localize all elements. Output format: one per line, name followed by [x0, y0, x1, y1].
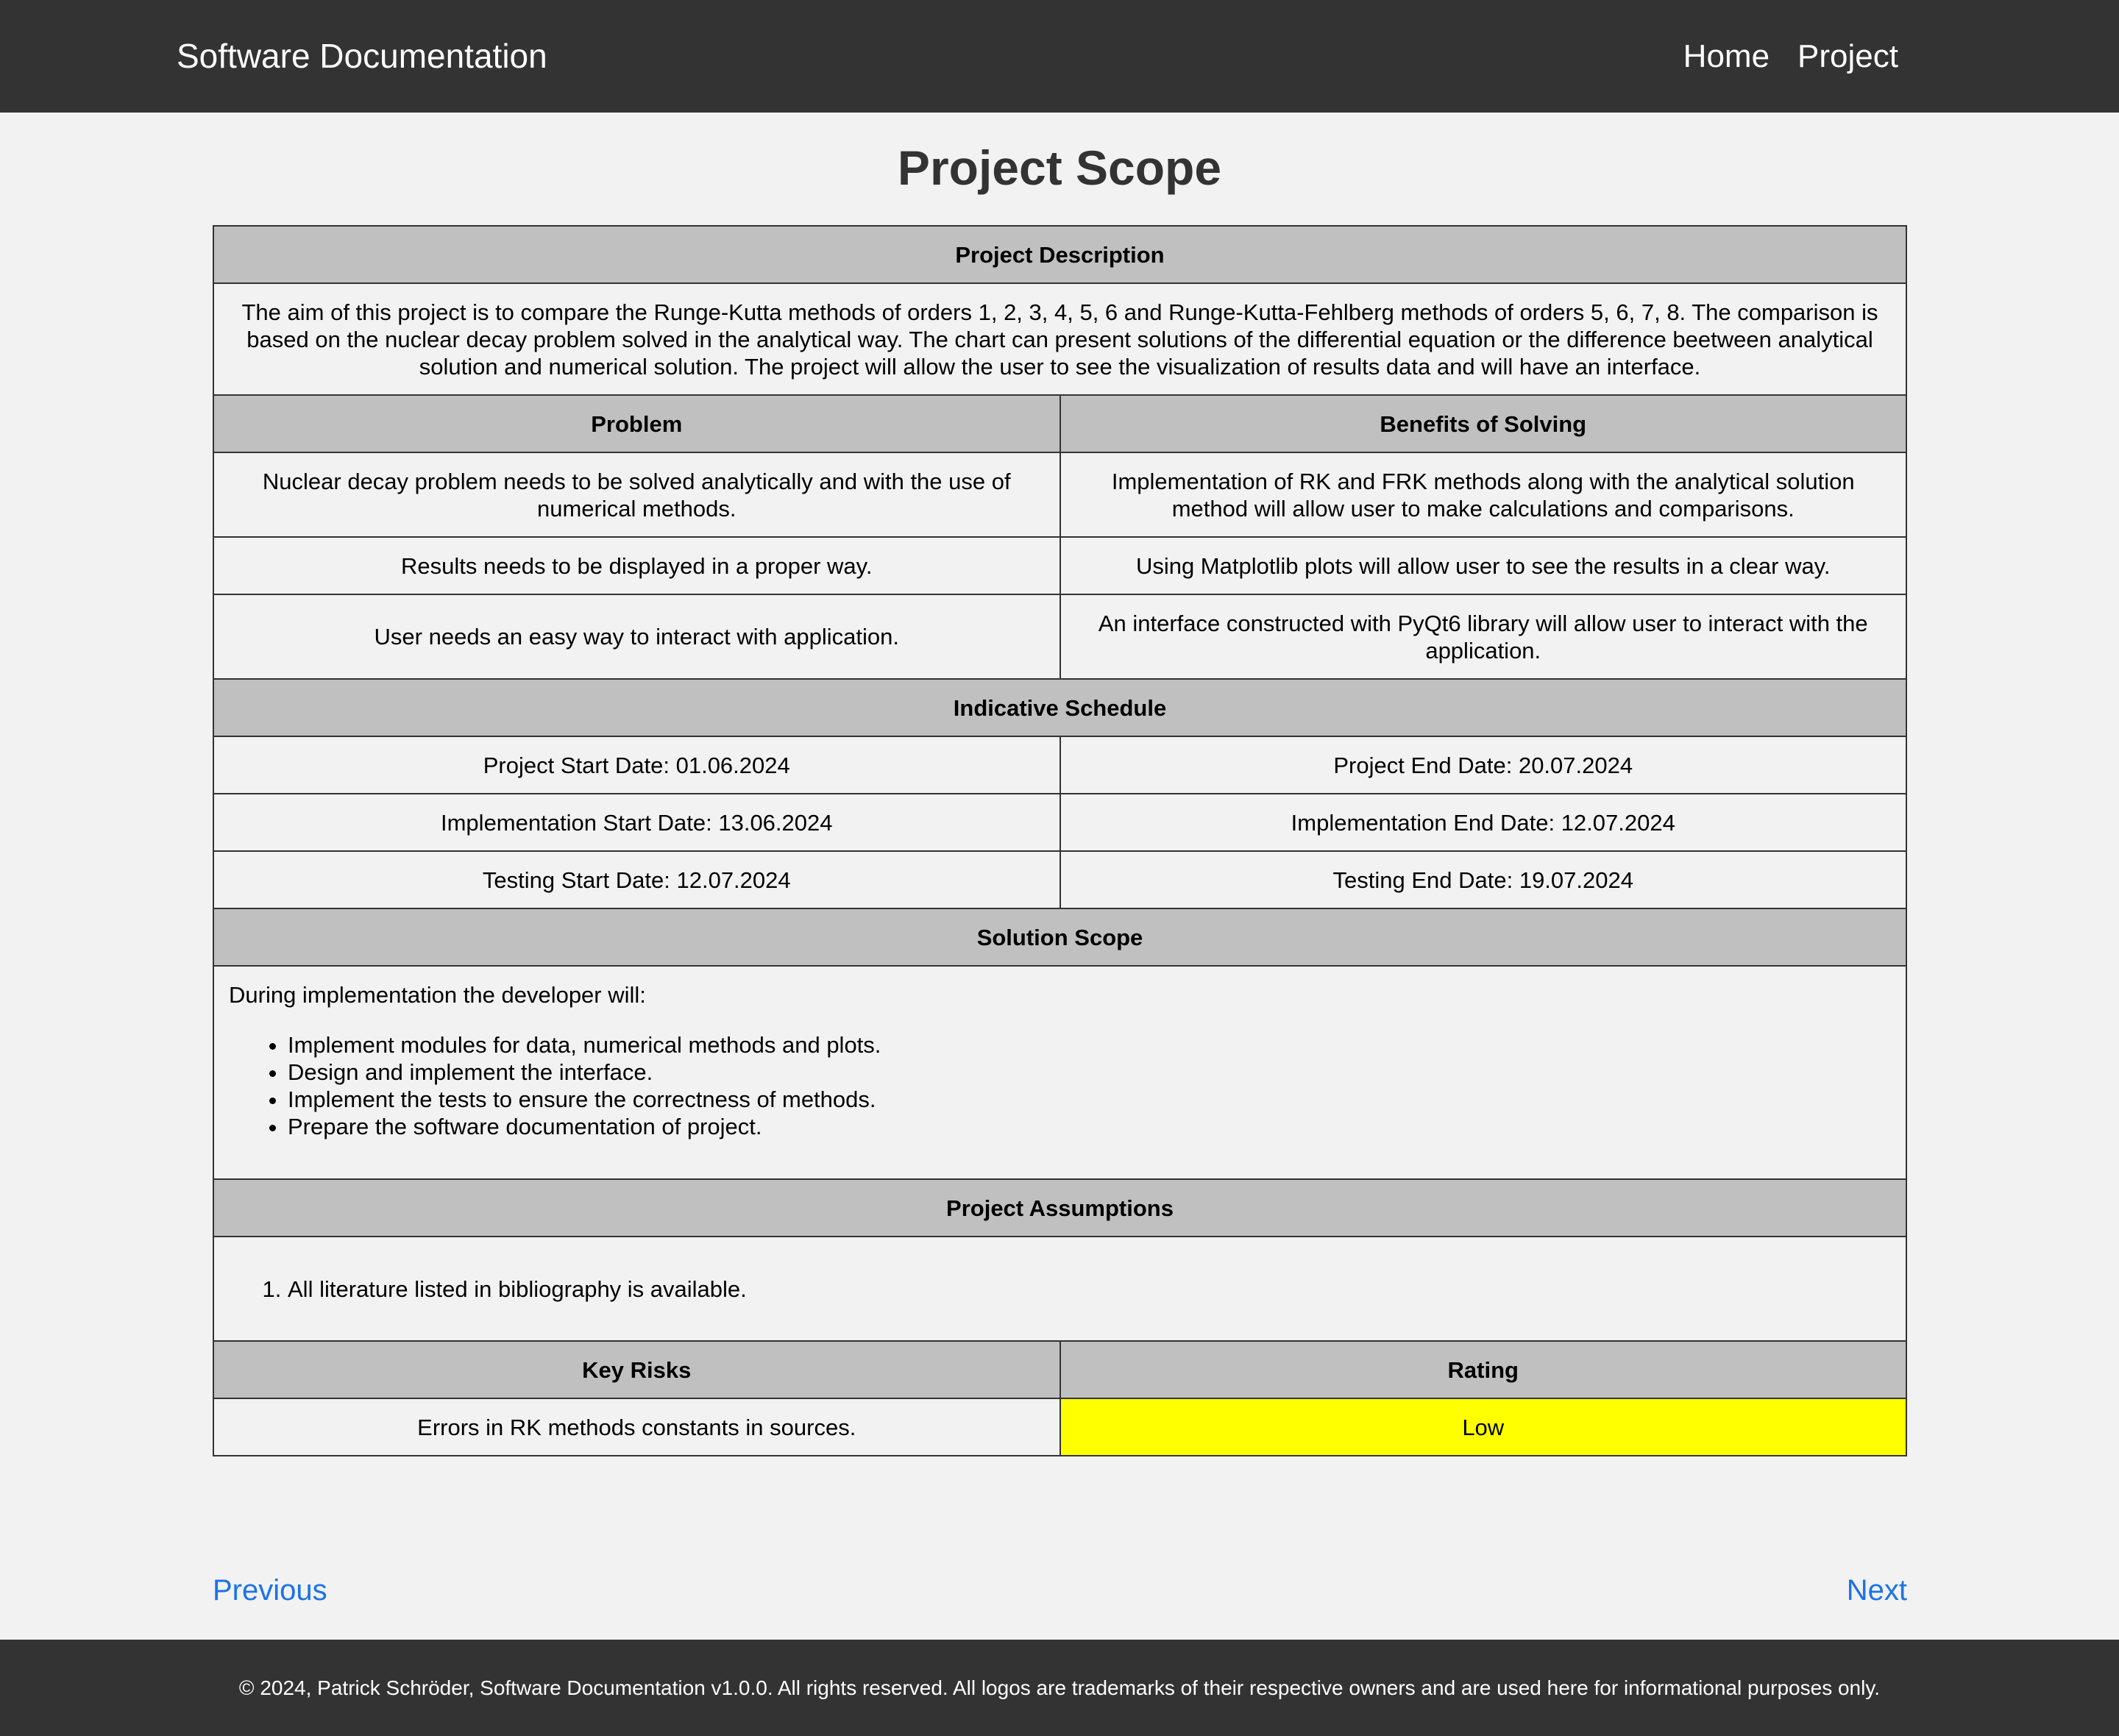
- schedule-end-cell: Implementation End Date: 12.07.2024: [1060, 794, 1907, 851]
- description-text: The aim of this project is to compare the Runge-Kutta methods of orders 1, 2, 3, 4, 5, 6 and Runge-Kutta-Fehlberg methods of orders 5, 6, 7, 8. The comparison is based on the nuclear decay problem solved in the analytical way. The chart can present solutions of the differential equation or the difference beetween analytical solution and numerical solution. The project will allow the user to see the visualization of results data and will have an interface.: [213, 283, 1906, 395]
- schedule-end-cell: Project End Date: 20.07.2024: [1060, 736, 1907, 794]
- benefits-column-header: Benefits of Solving: [1060, 395, 1907, 452]
- page-pagination: [213, 1574, 1907, 1611]
- benefit-cell: An interface constructed with PyQt6 library will allow user to interact with the application.: [1060, 594, 1907, 679]
- problem-column-header: Problem: [213, 395, 1060, 452]
- risks-header-row: [213, 1341, 1906, 1398]
- schedule-heading: Indicative Schedule: [213, 679, 1906, 736]
- footer: [0, 1640, 2119, 1736]
- table-row: [213, 736, 1906, 794]
- solution-header-row: [213, 908, 1906, 966]
- assumptions-header-row: [213, 1179, 1906, 1237]
- project-scope-table: [213, 225, 1907, 1456]
- problem-cell: User needs an easy way to interact with application.: [213, 594, 1060, 679]
- page-title: Project Scope: [897, 140, 1222, 195]
- table-row: [213, 594, 1906, 679]
- list-item: • Implement the tests to ensure the correctness of methods.: [288, 1086, 1891, 1113]
- assumptions-cell: [213, 1237, 1906, 1341]
- previous-link[interactable]: Previous: [213, 1574, 327, 1607]
- schedule-header-row: [213, 679, 1906, 736]
- schedule-start-cell: Implementation Start Date: 13.06.2024: [213, 794, 1060, 851]
- problem-cell: Results needs to be displayed in a proper way.: [213, 537, 1060, 594]
- risk-cell: Errors in RK methods constants in sources.: [213, 1398, 1060, 1456]
- assumptions-row: [213, 1237, 1906, 1341]
- nav-project-link[interactable]: Project: [1797, 38, 1898, 74]
- solution-row: [213, 966, 1906, 1179]
- rating-column-header: Rating: [1060, 1341, 1907, 1398]
- list-item: • Design and implement the interface.: [288, 1059, 1891, 1086]
- solution-intro: During implementation the developer will:: [229, 982, 646, 1008]
- key-risks-column-header: Key Risks: [213, 1341, 1060, 1398]
- problem-cell: Nuclear decay problem needs to be solved analytically and with the use of numerical methods.: [213, 452, 1060, 537]
- list-item: • Prepare the software documentation of project.: [288, 1113, 1891, 1140]
- rating-badge: Low: [1060, 1398, 1907, 1456]
- assumptions-heading: Project Assumptions: [213, 1179, 1906, 1237]
- description-heading: Project Description: [213, 226, 1906, 283]
- table-row: [213, 537, 1906, 594]
- benefit-cell: Using Matplotlib plots will allow user to see the results in a clear way.: [1060, 537, 1907, 594]
- table-row: [213, 452, 1906, 537]
- main-nav: [1683, 0, 1898, 113]
- benefit-cell: Implementation of RK and FRK methods along with the analytical solution method will allow user to make calculations and comparisons.: [1060, 452, 1907, 537]
- next-link[interactable]: Next: [1846, 1574, 1907, 1607]
- list-item: • Implement modules for data, numerical methods and plots.: [288, 1031, 1891, 1059]
- solution-list: [229, 1031, 1891, 1140]
- description-header-row: [213, 226, 1906, 283]
- description-row: [213, 283, 1906, 395]
- solution-heading: Solution Scope: [213, 908, 1906, 966]
- table-row: [213, 794, 1906, 851]
- schedule-start-cell: Testing Start Date: 12.07.2024: [213, 851, 1060, 908]
- solution-cell: [213, 966, 1906, 1179]
- assumptions-list: [229, 1276, 1891, 1303]
- list-item: 1. All literature listed in bibliography is available.: [288, 1276, 1891, 1303]
- schedule-end-cell: Testing End Date: 19.07.2024: [1060, 851, 1907, 908]
- nav-home-link[interactable]: Home: [1683, 38, 1770, 74]
- problem-header-row: [213, 395, 1906, 452]
- site-title[interactable]: Software Documentation: [177, 37, 547, 75]
- table-row: [213, 1398, 1906, 1456]
- footer-text: © 2024, Patrick Schröder, Software Documentation v1.0.0. All rights reserved. All logos are trademarks of their respective owners and are used here for informational purposes only.: [238, 1676, 1881, 1699]
- schedule-start-cell: Project Start Date: 01.06.2024: [213, 736, 1060, 794]
- table-row: [213, 851, 1906, 908]
- top-navbar: [0, 0, 2119, 113]
